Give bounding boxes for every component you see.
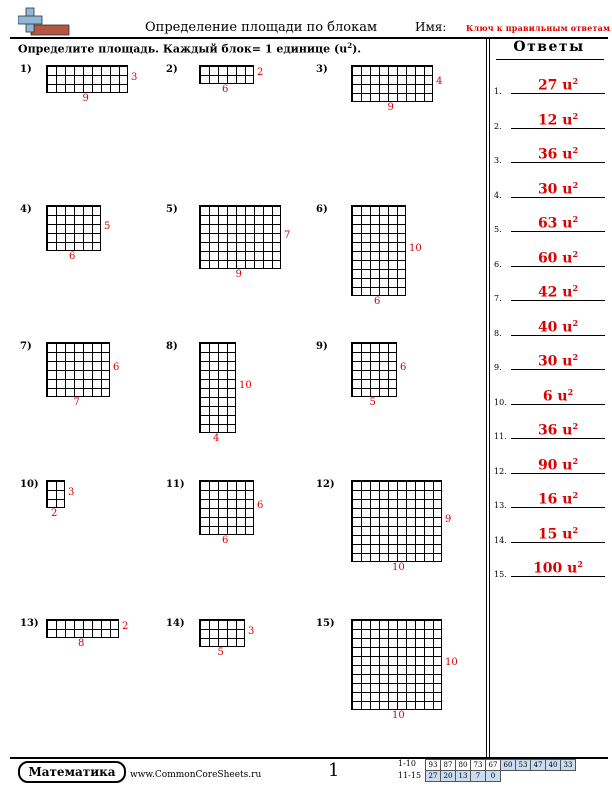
answer-value-text: 30 u xyxy=(537,354,573,370)
answer-value-text: 40 u xyxy=(537,319,573,336)
block-grid xyxy=(199,619,244,646)
score-row-2 xyxy=(426,771,576,782)
answer-value-sup: 2 xyxy=(572,283,579,294)
site-url: www.CommonCoreSheets.ru xyxy=(130,770,262,780)
answer-key-label: Ключ к правильным ответам xyxy=(466,23,611,33)
grid-right-edge xyxy=(127,65,128,92)
grid-right-edge xyxy=(396,342,397,396)
answer-row xyxy=(494,446,610,480)
answer-row xyxy=(494,515,610,549)
height-label: 7 xyxy=(284,229,291,241)
problem-number: 15) xyxy=(316,618,335,629)
answer-value xyxy=(511,525,605,543)
score-cell: 47 xyxy=(531,760,546,771)
answer-value-text: 15 u xyxy=(537,526,573,543)
width-label: 2 xyxy=(51,508,58,519)
answer-column-divider xyxy=(486,39,487,757)
answer-row xyxy=(494,308,610,342)
problem-number: 13) xyxy=(20,618,39,629)
problem-number: 10) xyxy=(20,479,39,490)
answer-row xyxy=(494,549,610,583)
score-cell: 53 xyxy=(516,760,531,771)
grid-right-edge xyxy=(64,480,65,507)
answer-row xyxy=(494,377,610,411)
grid-right-edge xyxy=(405,205,406,295)
score-cell: 7 xyxy=(471,771,486,782)
name-label: Имя: xyxy=(415,20,447,34)
block-grid xyxy=(46,342,109,396)
instructions-tail: ). xyxy=(352,42,362,56)
height-label: 10 xyxy=(445,657,458,668)
grid-right-edge xyxy=(432,65,433,101)
answer-value-text: 60 u xyxy=(537,250,573,267)
answer-row xyxy=(494,411,610,445)
answers-title: Ответы xyxy=(513,39,585,55)
answer-value-sup: 2 xyxy=(572,214,579,225)
answer-number: 12. xyxy=(494,466,507,476)
answer-value xyxy=(511,214,605,232)
page-number: 1 xyxy=(328,760,340,781)
answer-number: 3. xyxy=(494,156,502,165)
answer-number: 2. xyxy=(494,121,502,131)
score-cell: 60 xyxy=(501,760,516,771)
width-label: 7 xyxy=(73,397,80,408)
answer-value xyxy=(511,76,605,94)
answer-value xyxy=(511,249,605,267)
score-cell: 40 xyxy=(546,760,561,771)
score-cell: 87 xyxy=(441,760,456,771)
height-label: 5 xyxy=(104,220,111,232)
block-grid xyxy=(351,205,405,295)
problem-number: 1) xyxy=(20,64,32,75)
problem-number: 8) xyxy=(166,341,178,352)
problem-number: 3) xyxy=(316,64,328,75)
height-label: 10 xyxy=(239,380,252,391)
width-label: 5 xyxy=(217,647,224,658)
answer-number: 9. xyxy=(494,363,502,372)
width-label: 6 xyxy=(69,251,76,262)
answer-row xyxy=(494,204,610,238)
score-cell: 20 xyxy=(441,771,456,782)
block-grid xyxy=(46,619,118,637)
answer-row xyxy=(494,101,610,135)
score-cell: 93 xyxy=(426,760,441,771)
brand-badge: Математика xyxy=(18,761,126,783)
score-cell: 33 xyxy=(561,760,576,771)
answer-column-divider-inner xyxy=(489,39,490,757)
answer-value-text: 100 u xyxy=(533,561,578,577)
answer-value-sup: 2 xyxy=(572,145,579,156)
score-cell: 73 xyxy=(471,760,486,771)
score-table xyxy=(425,759,576,782)
answer-value-text: 36 u xyxy=(537,423,573,439)
grid-right-edge xyxy=(253,65,254,83)
answer-value xyxy=(511,145,605,163)
plus-pencil-logo-icon xyxy=(18,5,70,37)
answer-value-sup: 2 xyxy=(572,421,579,432)
answer-value-text: 12 u xyxy=(537,112,573,129)
answer-value-sup: 2 xyxy=(572,490,579,501)
block-grid xyxy=(351,619,441,709)
width-label: 9 xyxy=(235,269,242,280)
answer-row xyxy=(494,170,610,204)
answer-value-sup: 2 xyxy=(572,248,579,259)
block-grid xyxy=(199,480,253,534)
height-label: 6 xyxy=(400,362,407,373)
answer-number: 1. xyxy=(494,87,502,96)
answer-number: 11. xyxy=(494,432,507,441)
grid-right-edge xyxy=(235,342,236,432)
score-cell: 27 xyxy=(426,771,441,782)
block-grid xyxy=(199,205,280,268)
answer-value-text: 36 u xyxy=(537,147,573,163)
height-label: 4 xyxy=(436,76,443,87)
answer-value xyxy=(511,490,605,508)
block-grid xyxy=(351,65,432,101)
answer-number: 4. xyxy=(494,190,502,200)
answers-title-underline xyxy=(496,59,604,60)
answer-value-sup: 2 xyxy=(572,352,579,363)
height-label: 10 xyxy=(409,243,422,254)
grid-right-edge xyxy=(244,619,245,646)
answer-number: 14. xyxy=(494,535,507,545)
answer-value-sup: 2 xyxy=(567,386,574,397)
problem-number: 12) xyxy=(316,479,335,490)
answer-row xyxy=(494,66,610,100)
width-label: 8 xyxy=(78,638,85,649)
instructions-sup: 2 xyxy=(347,41,353,50)
block-grid xyxy=(351,342,396,396)
height-label: 3 xyxy=(68,486,75,498)
block-grid xyxy=(46,65,127,92)
answer-number: 10. xyxy=(494,397,507,407)
answer-value xyxy=(511,559,605,577)
answer-value xyxy=(511,283,605,301)
score-row-1 xyxy=(426,760,576,771)
answer-value-sup: 2 xyxy=(572,76,579,87)
answer-value-sup: 2 xyxy=(572,179,579,190)
answer-row xyxy=(494,480,610,514)
answer-number: 13. xyxy=(494,501,507,510)
instructions-text: Определите площадь. Каждый блок= 1 единице (u xyxy=(18,42,348,56)
answer-value xyxy=(511,111,605,129)
answer-value-sup: 2 xyxy=(572,455,579,466)
height-label: 2 xyxy=(122,621,129,632)
score-cell: 13 xyxy=(456,771,471,782)
width-label: 10 xyxy=(392,710,405,721)
answer-number: 8. xyxy=(494,328,502,338)
answer-value-text: 16 u xyxy=(537,492,573,508)
answer-value-text: 42 u xyxy=(537,285,573,301)
answer-row xyxy=(494,239,610,273)
grid-right-edge xyxy=(280,205,281,268)
answer-value xyxy=(511,456,605,474)
grid-right-edge xyxy=(118,619,119,637)
width-label: 9 xyxy=(387,102,394,113)
answer-row xyxy=(494,342,610,376)
width-label: 4 xyxy=(213,433,220,444)
problem-number: 6) xyxy=(316,204,328,215)
answer-value xyxy=(511,318,605,336)
answer-value-sup: 2 xyxy=(572,317,579,328)
answer-value-text: 63 u xyxy=(537,216,573,232)
block-grid xyxy=(199,65,253,83)
answer-value-sup: 2 xyxy=(572,110,579,121)
answer-value xyxy=(511,352,605,370)
width-label: 6 xyxy=(222,535,229,546)
answer-number: 5. xyxy=(494,225,502,234)
block-grid xyxy=(46,205,100,250)
problem-number: 5) xyxy=(166,204,178,215)
grid-right-edge xyxy=(253,480,254,534)
height-label: 6 xyxy=(257,500,264,511)
block-grid xyxy=(351,480,441,561)
height-label: 3 xyxy=(131,71,138,83)
worksheet-title: Определение площади по блокам xyxy=(145,20,378,35)
width-label: 6 xyxy=(222,84,229,95)
block-grid xyxy=(199,342,235,432)
height-label: 3 xyxy=(248,625,255,637)
block-grid xyxy=(46,480,64,507)
score-cell: 80 xyxy=(456,760,471,771)
problem-number: 14) xyxy=(166,618,185,629)
height-label: 2 xyxy=(257,67,264,78)
problem-number: 9) xyxy=(316,341,328,352)
width-label: 9 xyxy=(82,93,89,104)
score-label-11-15: 11-15 xyxy=(398,771,422,780)
answer-value xyxy=(511,421,605,439)
answer-value-text: 27 u xyxy=(537,78,573,94)
problem-number: 4) xyxy=(20,204,32,215)
height-label: 9 xyxy=(445,513,452,525)
grid-right-edge xyxy=(100,205,101,250)
grid-right-edge xyxy=(109,342,110,396)
problem-number: 2) xyxy=(166,64,178,75)
height-label: 6 xyxy=(113,362,120,373)
answer-value-sup: 2 xyxy=(572,524,579,535)
answer-row xyxy=(494,135,610,169)
score-cell: 0 xyxy=(486,771,501,782)
instructions xyxy=(18,41,361,56)
answer-value xyxy=(511,387,605,405)
width-label: 5 xyxy=(369,397,376,408)
answer-number: 15. xyxy=(494,570,507,579)
score-cell: 67 xyxy=(486,760,501,771)
answer-value-text: 90 u xyxy=(537,457,573,474)
problem-number: 11) xyxy=(166,479,185,490)
answer-value-sup: 2 xyxy=(577,559,583,570)
answer-number: 6. xyxy=(494,259,502,269)
answer-number: 7. xyxy=(494,294,502,303)
grid-right-edge xyxy=(441,619,442,709)
grid-right-edge xyxy=(441,480,442,561)
answer-value xyxy=(511,180,605,198)
answer-value-text: 6 u xyxy=(542,388,568,405)
score-label-1-10: 1-10 xyxy=(398,759,416,768)
answer-value-text: 30 u xyxy=(537,181,573,198)
width-label: 10 xyxy=(392,562,405,573)
width-label: 6 xyxy=(374,296,381,307)
answer-row xyxy=(494,273,610,307)
problem-number: 7) xyxy=(20,341,32,352)
